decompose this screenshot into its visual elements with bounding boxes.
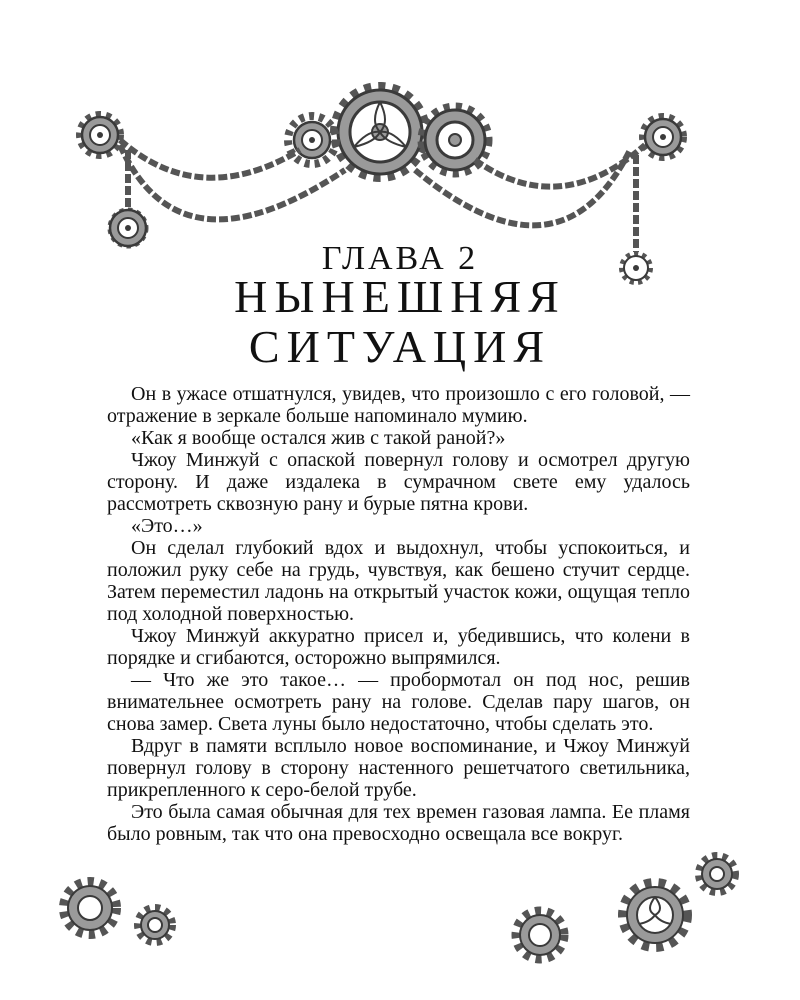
- paragraph: Он сделал глубокий вдох и выдохнул, чтобы успокоиться, и положил руку себе на грудь, чувствуя, как бешено стучит сердце. Затем переместил ладонь на открытый участок кожи, ощущая тепло под холодной поверхностью.: [107, 537, 690, 625]
- gear-icon: [699, 856, 735, 892]
- gear-ornament-bottom: [0, 840, 800, 1000]
- paragraph: Чжоу Минжуй с опаской повернул голову и осмотрел другую сторону. И даже издалека в сумрачном свете ему удалось рассмотреть сквозную рану и бурые пятна крови.: [107, 449, 690, 515]
- gear-icon: [623, 883, 687, 947]
- gear-icon: [80, 115, 120, 155]
- paragraph: «Это…»: [131, 515, 203, 537]
- paragraph: Он в ужасе отшатнулся, увидев, что произошло с его головой, — отражение в зеркале больше напоминало мумию.: [107, 383, 690, 427]
- chapter-title: [0, 272, 800, 372]
- gear-icon: [516, 911, 564, 959]
- paragraph: «Как я вообще остался жив с такой раной?»: [131, 427, 506, 449]
- chapter-title-line: СИТУАЦИЯ: [248, 321, 552, 372]
- gear-icon: [288, 116, 336, 164]
- gear-icon: [643, 117, 683, 157]
- paragraph: Вдруг в памяти всплыло новое воспоминание, и Чжоу Минжуй повернул голову в сторону настенного решетчатого светильника, прикрепленного к серо-белой трубе.: [107, 735, 690, 801]
- gear-icon: [138, 908, 172, 942]
- chapter-title-line: НЫНЕШНЯЯ: [234, 271, 566, 322]
- paragraph: Это была самая обычная для тех времен газовая лампа. Ее пламя было ровным, так что она превосходно освещала все вокруг.: [107, 801, 690, 845]
- body-text: [107, 383, 690, 845]
- gear-icon: [335, 87, 425, 177]
- gear-icon: [64, 882, 116, 934]
- paragraph: — Что же это такое… — пробормотал он под нос, решив внимательнее осмотреть рану на голове. Сделав пару шагов, он снова замер. Света луны было недостаточно, чтобы сделать это.: [107, 669, 690, 735]
- paragraph: Чжоу Минжуй аккуратно присел и, убедившись, что колени в порядке и сгибаются, осторожно выпрямился.: [107, 625, 690, 669]
- chapter-label: ГЛАВА 2: [321, 240, 479, 277]
